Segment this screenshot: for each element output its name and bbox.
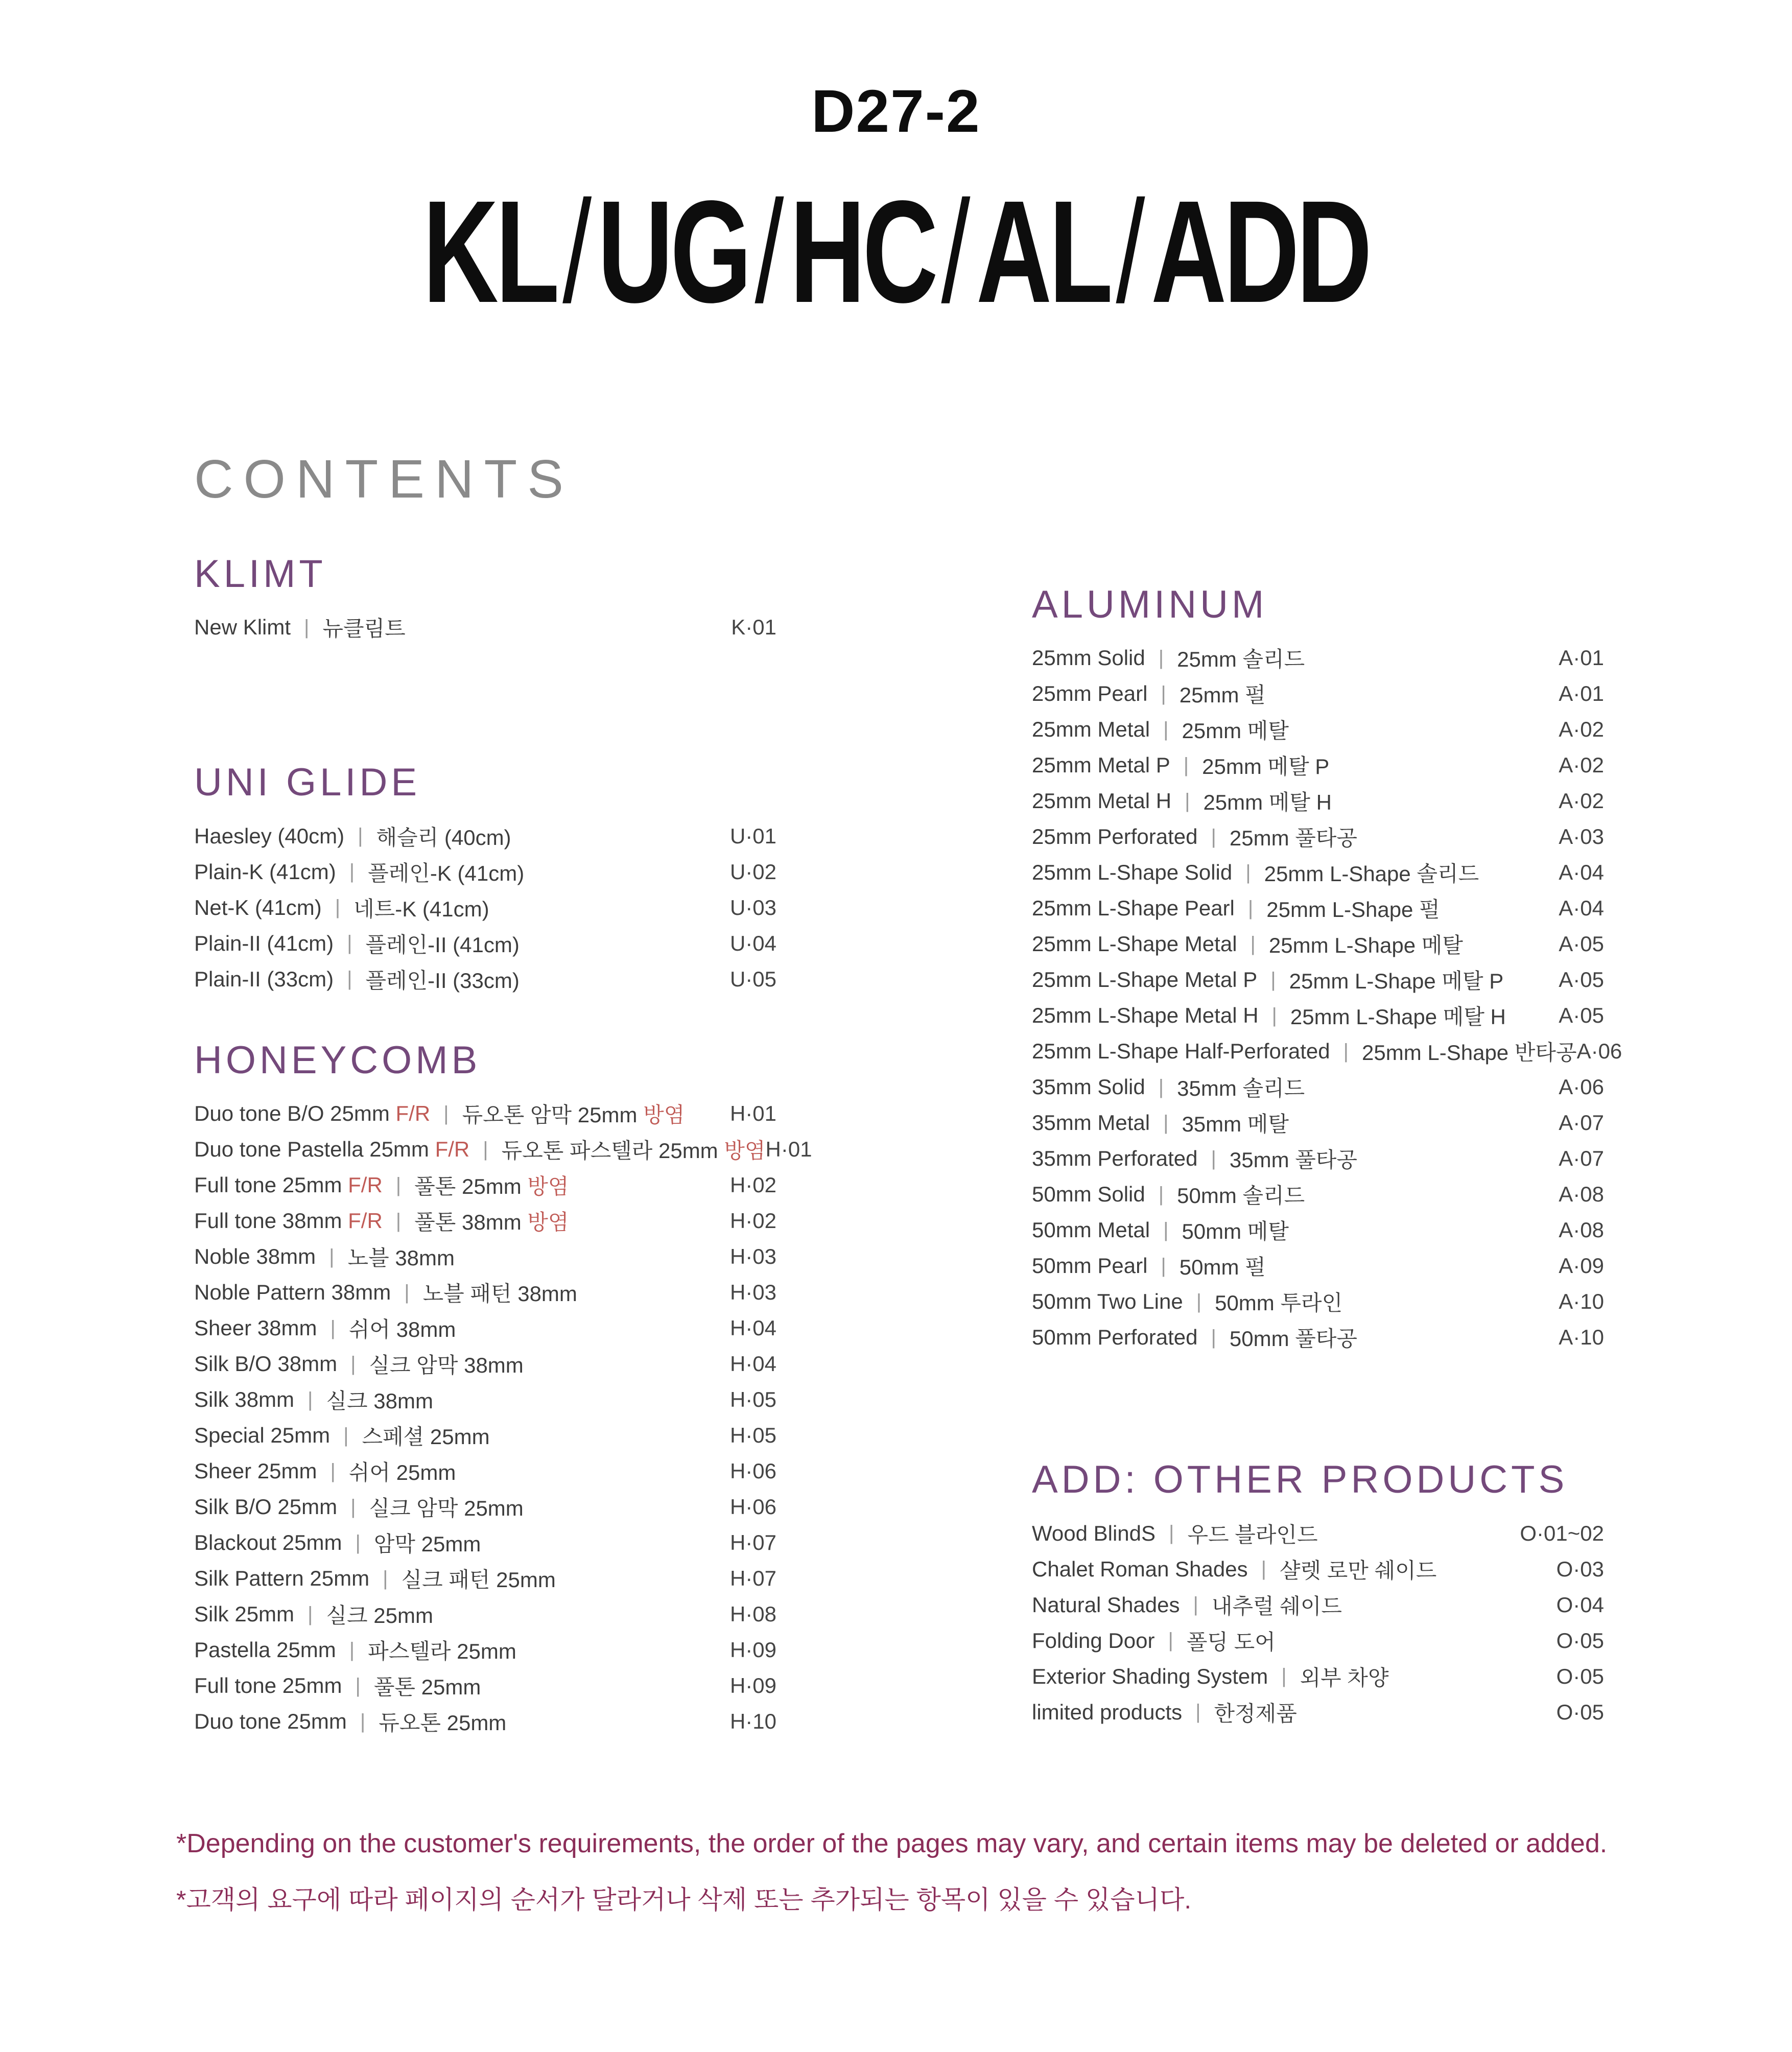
title-segment: HC	[790, 171, 935, 333]
toc-section	[1032, 1457, 1604, 1730]
item-name-ko: 25mm 펄	[1179, 683, 1266, 707]
item-name-ko: 내추럴 쉐이드	[1211, 1594, 1342, 1618]
item-name-ko: 50mm 메탈	[1182, 1219, 1289, 1244]
toc-item	[1032, 1319, 1604, 1355]
toc-item	[194, 1131, 812, 1167]
page-code: A·02	[1559, 789, 1604, 813]
item-name-ko: 25mm L-Shape 메탈	[1268, 933, 1463, 958]
page-code: U·03	[729, 895, 776, 919]
item-name-en: 25mm Metal P	[1032, 753, 1170, 777]
toc-item	[1032, 890, 1604, 926]
separator-bar: |	[383, 1567, 388, 1590]
item-name-en: Duo tone B/O 25mm F/R	[194, 1101, 431, 1126]
item-name-ko: 파스텔라 25mm	[368, 1639, 516, 1664]
separator-bar: |	[1158, 1183, 1164, 1206]
page-code: A·04	[1559, 896, 1604, 921]
page-code: A·10	[1559, 1325, 1604, 1350]
separator-bar: |	[1343, 1040, 1349, 1063]
item-name-en: 25mm Metal H	[1032, 789, 1172, 813]
item-name-en: Duo tone Pastella 25mm F/R	[194, 1137, 470, 1162]
separator-bar: |	[1211, 825, 1216, 848]
toc-item	[1032, 1694, 1604, 1730]
separator-bar: |	[1193, 1593, 1198, 1616]
item-name-ko: 해슬리 (40cm)	[376, 825, 511, 850]
separator-bar: |	[1163, 1218, 1169, 1241]
separator-bar: |	[335, 896, 341, 919]
contents-heading: CONTENTS	[194, 449, 574, 509]
page-code: K·01	[731, 615, 776, 640]
toc-item	[194, 1275, 776, 1310]
item-name-en: Plain-II (33cm)	[194, 966, 334, 991]
item-name-ko: 실크 패턴 25mm	[401, 1568, 556, 1592]
item-name-ko: 쉬어 38mm	[348, 1317, 456, 1342]
toc-item	[194, 1561, 776, 1596]
page-code: A·02	[1559, 753, 1604, 777]
separator-bar: |	[395, 1173, 402, 1196]
item-name-en: 25mm L-Shape Solid	[1032, 860, 1233, 885]
page-code: H·03	[729, 1244, 776, 1269]
item-name-en: Net-K (41cm)	[194, 895, 322, 919]
separator-bar: |	[347, 932, 352, 955]
toc-item	[1032, 1176, 1604, 1212]
title-slash-separator: /	[1116, 171, 1145, 333]
separator-bar: |	[347, 968, 352, 990]
item-name-ko: 25mm 메탈 P	[1202, 754, 1330, 779]
page-code: H·01	[765, 1137, 812, 1162]
fire-retardant-tag-ko: 방염	[643, 1103, 685, 1127]
toc-item	[1032, 640, 1604, 676]
toc-item	[1032, 1212, 1604, 1248]
fire-retardant-tag-en: F/R	[348, 1173, 383, 1197]
item-name-ko: 풀톤 25mm 방염	[414, 1174, 569, 1199]
page-code: U·01	[729, 823, 776, 848]
item-name-en: Full tone 38mm F/R	[194, 1209, 383, 1233]
page-code: U·02	[729, 859, 776, 884]
separator-bar: |	[343, 1424, 349, 1447]
toc-item	[194, 1418, 776, 1453]
page-code: A·01	[1559, 681, 1604, 706]
item-name-en: Haesley (40cm)	[194, 823, 345, 848]
item-name-en: Silk 25mm	[194, 1602, 295, 1626]
item-name-en: Duo tone 25mm	[194, 1709, 347, 1734]
page-code: A·01	[1559, 646, 1604, 670]
page-code: A·02	[1559, 717, 1604, 742]
page-code: A·03	[1559, 824, 1604, 849]
toc-item	[1032, 1659, 1604, 1694]
fire-retardant-tag-en: F/R	[435, 1137, 470, 1162]
separator-bar: |	[1163, 718, 1169, 741]
toc-item	[1032, 676, 1604, 712]
separator-bar: |	[1261, 1558, 1266, 1581]
toc-item	[1032, 819, 1604, 855]
item-name-ko: 샬렛 로만 쉐이드	[1279, 1558, 1437, 1583]
toc-item	[1032, 747, 1604, 783]
toc-item	[1032, 1284, 1604, 1319]
toc-item	[1032, 1141, 1604, 1176]
footnotes	[176, 1828, 1607, 1916]
toc-item	[1032, 998, 1604, 1033]
title-segment: UG	[597, 171, 749, 333]
toc-section	[194, 552, 776, 645]
item-name-en: Noble 38mm	[194, 1244, 316, 1269]
toc-item	[1032, 783, 1604, 819]
item-name-ko: 35mm 솔리드	[1177, 1076, 1305, 1101]
toc-item	[194, 1239, 776, 1275]
separator-bar: |	[1168, 1629, 1173, 1652]
item-name-ko: 풀톤 38mm 방염	[414, 1210, 569, 1235]
separator-bar: |	[443, 1102, 449, 1125]
item-name-ko: 50mm 풀타공	[1229, 1327, 1357, 1351]
page-code: H·04	[729, 1352, 776, 1376]
toc-item	[194, 1596, 776, 1632]
item-name-en: Plain-II (41cm)	[194, 931, 334, 955]
page-code: A·05	[1559, 968, 1604, 992]
page-code: H·04	[729, 1316, 776, 1340]
separator-bar: |	[1158, 646, 1164, 669]
item-name-ko: 암막 25mm	[373, 1532, 481, 1556]
section-title: KLIMT	[194, 552, 326, 596]
item-name-ko: 풀톤 25mm	[373, 1675, 481, 1700]
page-code: H·02	[729, 1209, 776, 1233]
fire-retardant-tag-ko: 방염	[527, 1174, 569, 1199]
item-name-ko: 쉬어 25mm	[348, 1460, 456, 1485]
item-name-en: 25mm L-Shape Half-Perforated	[1032, 1039, 1330, 1064]
toc-item	[194, 609, 776, 645]
item-name-en: Folding Door	[1032, 1628, 1155, 1653]
page-code: H·06	[729, 1459, 776, 1483]
toc-item	[1032, 1105, 1604, 1141]
item-name-en: Noble Pattern 38mm	[194, 1280, 391, 1305]
item-name-en: 25mm L-Shape Metal	[1032, 932, 1237, 956]
item-name-ko: 25mm L-Shape 펄	[1266, 898, 1440, 922]
item-name-en: Natural Shades	[1032, 1592, 1180, 1617]
item-name-en: Blackout 25mm	[194, 1530, 342, 1555]
fire-retardant-tag-ko: 방염	[724, 1139, 766, 1163]
item-name-ko: 35mm 메탈	[1182, 1112, 1289, 1137]
item-name-ko: 네트-K (41cm)	[353, 897, 489, 921]
separator-bar: |	[1245, 861, 1251, 884]
separator-bar: |	[1250, 932, 1256, 955]
item-name-ko: 50mm 솔리드	[1177, 1184, 1305, 1208]
separator-bar: |	[304, 616, 310, 639]
separator-bar: |	[483, 1138, 488, 1161]
page-code: H·08	[729, 1602, 776, 1626]
title-slash-separator: /	[562, 171, 592, 333]
separator-bar: |	[1161, 1254, 1166, 1277]
item-name-en: Exterior Shading System	[1032, 1664, 1268, 1688]
separator-bar: |	[1270, 968, 1276, 991]
item-name-ko: 25mm L-Shape 메탈 H	[1290, 1005, 1506, 1029]
page-code: H·09	[729, 1673, 776, 1698]
toc-item	[1032, 712, 1604, 747]
item-name-en: Full tone 25mm F/R	[194, 1173, 383, 1197]
fire-retardant-tag-ko: 방염	[527, 1210, 569, 1235]
toc-item	[194, 1632, 776, 1668]
title-segment: KL	[422, 171, 557, 333]
separator-bar: |	[350, 1495, 356, 1518]
separator-bar: |	[330, 1316, 336, 1339]
toc-item	[1032, 1033, 1622, 1069]
separator-bar: |	[355, 1674, 361, 1697]
title-slash-separator: /	[754, 171, 784, 333]
page-code: H·01	[729, 1101, 776, 1126]
item-name-en: 50mm Solid	[1032, 1182, 1145, 1207]
item-name-ko: 실크 38mm	[326, 1389, 433, 1413]
item-name-en: 25mm Solid	[1032, 646, 1145, 670]
item-name-ko: 50mm 펄	[1179, 1255, 1266, 1280]
page-code: H·07	[729, 1530, 776, 1555]
separator-bar: |	[358, 824, 363, 847]
separator-bar: |	[1169, 1522, 1174, 1545]
section-title: ALUMINUM	[1032, 583, 1268, 626]
item-name-ko: 25mm 메탈 H	[1203, 790, 1332, 815]
item-name-ko: 35mm 풀타공	[1229, 1148, 1357, 1172]
toc-item	[194, 1453, 776, 1489]
toc-item	[194, 1668, 776, 1704]
page-code: A·04	[1559, 860, 1604, 885]
separator-bar: |	[1185, 789, 1190, 812]
item-name-en: Plain-K (41cm)	[194, 859, 336, 884]
item-name-ko: 플레인-II (33cm)	[365, 968, 520, 993]
toc-item	[194, 1704, 776, 1739]
separator-bar: |	[1271, 1004, 1277, 1027]
item-name-ko: 듀오톤 암막 25mm 방염	[462, 1103, 685, 1127]
toc-item	[194, 854, 776, 890]
separator-bar: |	[395, 1209, 402, 1232]
toc-item	[1032, 1069, 1604, 1105]
page-code: H·03	[729, 1280, 776, 1305]
fire-retardant-tag-en: F/R	[395, 1101, 431, 1126]
toc-item	[1032, 926, 1604, 962]
separator-bar: |	[1211, 1326, 1216, 1349]
toc-item	[194, 926, 776, 961]
separator-bar: |	[308, 1388, 313, 1411]
item-name-en: 35mm Solid	[1032, 1075, 1145, 1099]
item-name-en: 50mm Metal	[1032, 1218, 1150, 1242]
item-name-en: 50mm Two Line	[1032, 1289, 1183, 1314]
separator-bar: |	[1195, 1701, 1201, 1724]
page-title	[251, 169, 1541, 336]
item-name-ko: 듀오톤 파스텔라 25mm 방염	[501, 1139, 766, 1163]
toc-item	[194, 1382, 776, 1418]
toc-section	[194, 1038, 812, 1739]
item-name-en: 25mm L-Shape Pearl	[1032, 896, 1235, 921]
page-code: A·08	[1559, 1182, 1604, 1207]
toc-item	[1032, 1248, 1604, 1284]
toc-item	[194, 1346, 776, 1382]
item-name-ko: 50mm 투라인	[1215, 1291, 1343, 1315]
toc-section	[1032, 582, 1622, 1355]
page-code: O·04	[1556, 1592, 1604, 1617]
separator-bar: |	[329, 1245, 335, 1268]
item-name-ko: 실크 암막 25mm	[369, 1496, 524, 1521]
item-name-ko: 25mm L-Shape 솔리드	[1264, 862, 1479, 886]
item-name-en: 25mm L-Shape Metal H	[1032, 1003, 1259, 1028]
title-segment: ADD	[1151, 171, 1370, 333]
toc-item	[194, 1310, 776, 1346]
separator-bar: |	[308, 1602, 313, 1625]
page-code: A·10	[1559, 1289, 1604, 1314]
separator-bar: |	[349, 860, 355, 883]
item-name-en: Wood BlindS	[1032, 1521, 1156, 1545]
item-name-en: Silk B/O 25mm	[194, 1495, 338, 1519]
title-slash-separator: /	[941, 171, 971, 333]
page-code: H·05	[729, 1423, 776, 1448]
item-name-ko: 25mm 메탈	[1182, 719, 1289, 743]
page-code: O·05	[1556, 1700, 1604, 1724]
page-code: O·01~02	[1520, 1521, 1604, 1545]
item-name-en: Silk Pattern 25mm	[194, 1566, 370, 1591]
toc-item	[1032, 1551, 1604, 1587]
toc-item	[194, 1167, 776, 1203]
item-name-ko: 뉴클림트	[322, 617, 406, 641]
toc-item	[1032, 1623, 1604, 1659]
item-name-en: Silk 38mm	[194, 1387, 295, 1412]
page-code: H·05	[729, 1387, 776, 1412]
item-name-ko: 25mm L-Shape 메탈 P	[1289, 969, 1504, 994]
page-code: A·08	[1559, 1218, 1604, 1242]
section-title: ADD: OTHER PRODUCTS	[1032, 1458, 1568, 1502]
section-title: HONEYCOMB	[194, 1038, 481, 1082]
toc-item	[194, 1489, 776, 1525]
footnote-english: *Depending on the customer's requirements, the order of the pages may vary, and certain items may be deleted or added.	[176, 1829, 1608, 1858]
page-code: O·05	[1556, 1628, 1604, 1653]
item-name-en: Sheer 25mm	[194, 1459, 317, 1483]
separator-bar: |	[1196, 1290, 1202, 1313]
item-name-ko: 스페셜 25mm	[362, 1425, 490, 1449]
item-name-ko: 노블 38mm	[347, 1246, 455, 1270]
separator-bar: |	[1183, 753, 1189, 776]
page-code: A·07	[1559, 1146, 1604, 1171]
item-name-en: 25mm Perforated	[1032, 824, 1198, 849]
contents-left-column	[194, 552, 812, 1739]
item-name-en: 50mm Pearl	[1032, 1254, 1148, 1278]
toc-item	[1032, 1516, 1604, 1551]
item-name-en: Pastella 25mm	[194, 1638, 336, 1662]
item-name-en: 50mm Perforated	[1032, 1325, 1198, 1350]
item-name-en: New Klimt	[194, 615, 291, 640]
separator-bar: |	[1281, 1665, 1287, 1688]
item-name-ko: 실크 암막 38mm	[369, 1353, 524, 1378]
page-code: A·06	[1559, 1075, 1604, 1099]
page-code: H·07	[729, 1566, 776, 1591]
section-title: UNI GLIDE	[194, 761, 421, 805]
item-name-en: 35mm Perforated	[1032, 1146, 1198, 1171]
page-code: H·06	[729, 1495, 776, 1519]
fire-retardant-tag-en: F/R	[348, 1209, 383, 1233]
toc-item	[1032, 855, 1604, 890]
item-name-en: 35mm Metal	[1032, 1111, 1150, 1135]
item-name-en: Special 25mm	[194, 1423, 331, 1448]
item-name-ko: 한정제품	[1214, 1701, 1297, 1726]
page-code: U·05	[729, 966, 776, 991]
title-segment: AL	[976, 171, 1110, 333]
item-name-en: limited products	[1032, 1700, 1183, 1724]
separator-bar: |	[1158, 1075, 1164, 1098]
contents-right-column	[1032, 552, 1622, 1730]
item-name-en: Full tone 25mm	[194, 1673, 342, 1698]
toc-item	[1032, 1587, 1604, 1623]
toc-item	[194, 1525, 776, 1561]
item-name-ko: 25mm L-Shape 반타공	[1362, 1041, 1577, 1065]
item-name-ko: 플레인-K (41cm)	[368, 861, 525, 885]
separator-bar: |	[355, 1531, 361, 1554]
separator-bar: |	[350, 1352, 356, 1375]
page-code: A·09	[1559, 1254, 1604, 1278]
page-code: O·03	[1556, 1556, 1604, 1581]
item-name-ko: 듀오톤 25mm	[379, 1711, 507, 1735]
page-code: A·05	[1559, 1003, 1604, 1028]
item-name-ko: 외부 차양	[1300, 1665, 1389, 1690]
item-name-en: 25mm Metal	[1032, 717, 1150, 742]
item-name-en: 25mm Pearl	[1032, 681, 1148, 706]
item-name-ko: 플레인-II (41cm)	[365, 932, 520, 957]
separator-bar: |	[349, 1638, 355, 1661]
page-code: O·05	[1556, 1664, 1604, 1688]
item-name-ko: 25mm 솔리드	[1177, 647, 1305, 672]
page-code: H·10	[729, 1709, 776, 1734]
page-code: A·07	[1559, 1111, 1604, 1135]
page-code: A·06	[1576, 1039, 1622, 1064]
item-name-ko: 25mm 풀타공	[1229, 826, 1357, 851]
item-name-en: Silk B/O 38mm	[194, 1352, 338, 1376]
separator-bar: |	[1161, 682, 1166, 705]
separator-bar: |	[1163, 1111, 1169, 1134]
toc-item	[194, 1203, 776, 1239]
toc-item	[194, 890, 776, 926]
toc-section	[194, 760, 776, 997]
separator-bar: |	[404, 1281, 410, 1304]
item-name-ko: 우드 블라인드	[1187, 1522, 1318, 1547]
separator-bar: |	[1211, 1147, 1216, 1170]
toc-item	[194, 1096, 776, 1131]
toc-item	[194, 961, 776, 997]
page-code: H·02	[729, 1173, 776, 1197]
item-name-en: 25mm L-Shape Metal P	[1032, 968, 1258, 992]
page-code: A·05	[1559, 932, 1604, 956]
separator-bar: |	[360, 1710, 366, 1733]
toc-item	[194, 818, 776, 854]
item-name-en: Chalet Roman Shades	[1032, 1556, 1248, 1581]
separator-bar: |	[330, 1459, 336, 1482]
toc-item	[1032, 962, 1604, 998]
item-name-ko: 노블 패턴 38mm	[422, 1282, 577, 1306]
page-code: H·09	[729, 1638, 776, 1662]
page-code: U·04	[729, 931, 776, 955]
item-name-ko: 실크 25mm	[326, 1603, 433, 1628]
document-code: D27-2	[811, 78, 981, 145]
separator-bar: |	[1247, 897, 1254, 919]
footnote-korean: *고객의 요구에 따라 페이지의 순서가 달라거나 삭제 또는 추가되는 항목이 있을 수 있습니다.	[176, 1885, 1192, 1914]
item-name-en: Sheer 38mm	[194, 1316, 317, 1340]
item-name-ko: 폴딩 도어	[1186, 1630, 1276, 1654]
